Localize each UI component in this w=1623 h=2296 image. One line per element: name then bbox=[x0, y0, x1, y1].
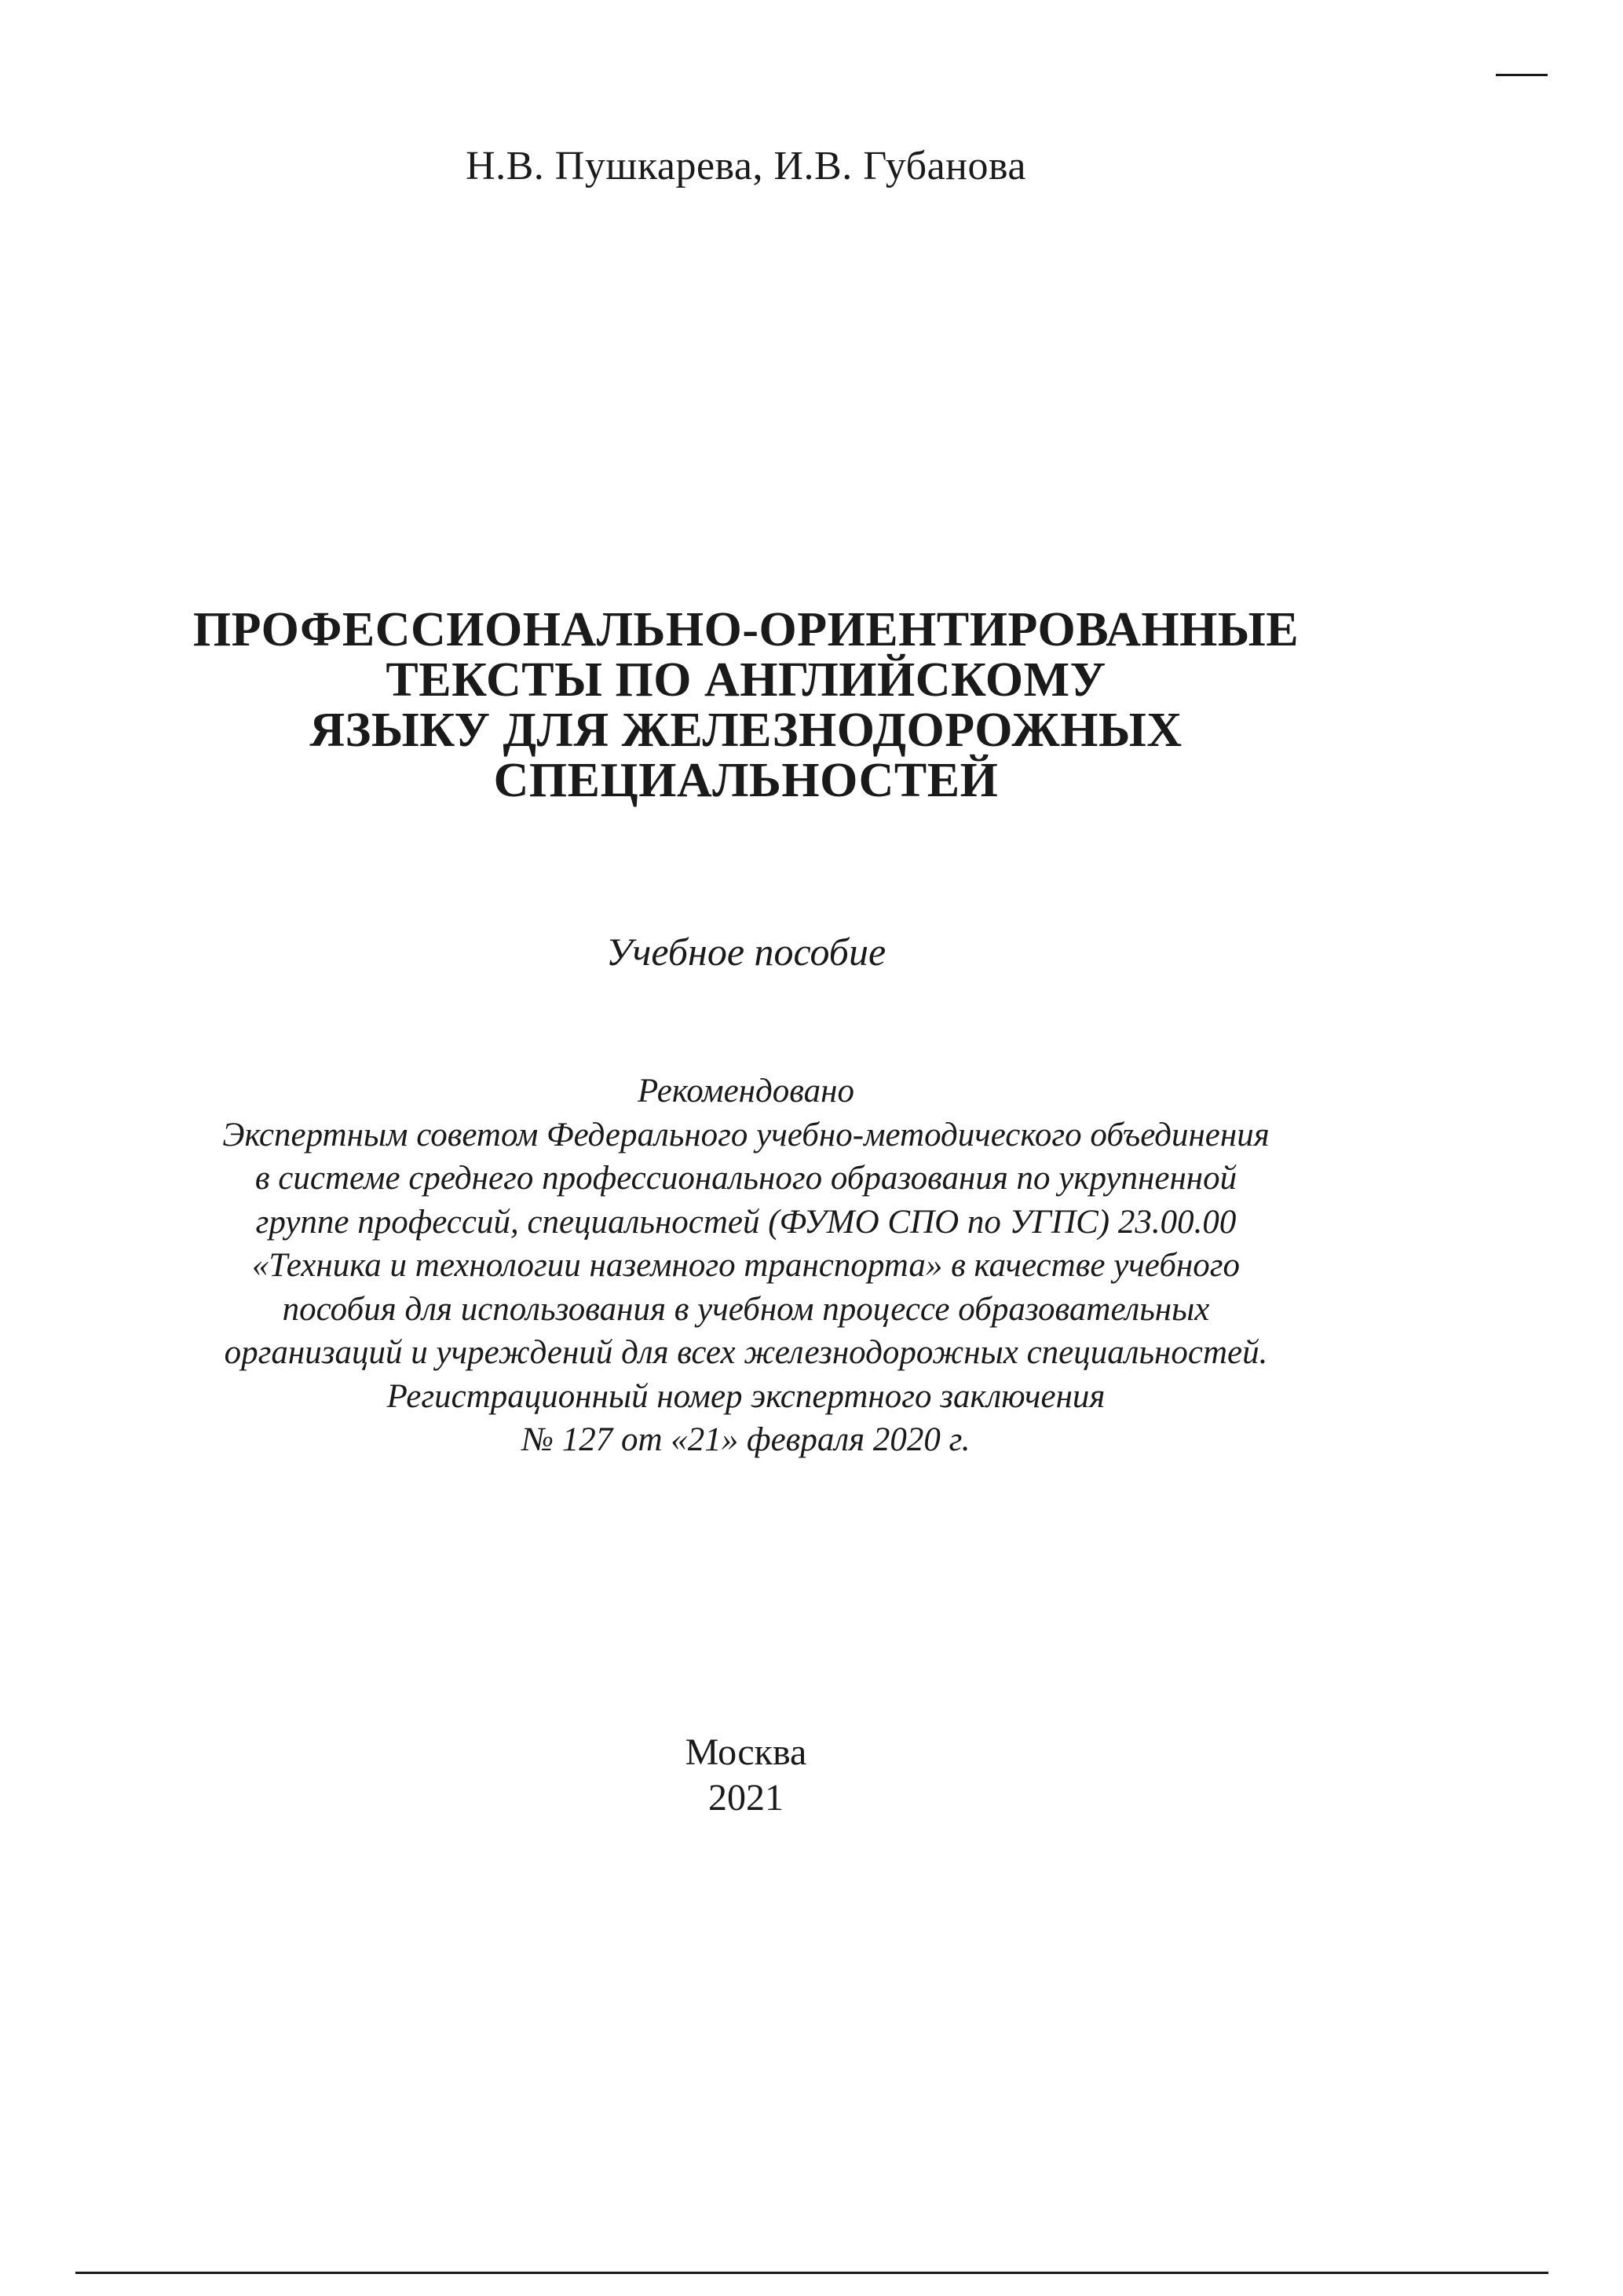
recommendation-line-5: «Техника и технологии наземного транспорта» в качестве учебного bbox=[251, 1247, 1241, 1284]
recommendation-block bbox=[0, 1069, 1492, 1462]
title-line-1: ПРОФЕССИОНАЛЬНО-ОРИЕНТИРОВАННЫЕ bbox=[192, 603, 1299, 656]
title-line-2: ТЕКСТЫ ПО АНГЛИЙСКОМУ bbox=[386, 653, 1106, 707]
title-line-4: СПЕЦИАЛЬНОСТЕЙ bbox=[493, 754, 999, 807]
imprint bbox=[0, 1730, 1492, 1821]
recommendation-line-7: организаций и учреждений для всех железнодорожных специальностей. bbox=[224, 1334, 1268, 1371]
title-line-3: ЯЗЫКУ ДЛЯ ЖЕЛЕЗНОДОРОЖНЫХ bbox=[309, 704, 1183, 757]
recommendation-line-9: № 127 от «21» февраля 2020 г. bbox=[521, 1421, 971, 1458]
recommendation-line-6: пособия для использования в учебном процессе образовательных bbox=[282, 1290, 1210, 1328]
recommendation-line-3: в системе среднего профессионального образования по укрупненной bbox=[254, 1160, 1237, 1197]
corner-mark bbox=[1496, 74, 1548, 76]
bottom-rule bbox=[75, 2272, 1548, 2274]
recommendation-line-2: Экспертным советом Федерального учебно-методического объединения bbox=[222, 1116, 1270, 1153]
subtitle: Учебное пособие bbox=[605, 930, 886, 974]
recommendation-line-4: группе профессий, специальностей (ФУМО СПО по УГПС) 23.00.00 bbox=[255, 1203, 1237, 1241]
book-title bbox=[0, 605, 1492, 806]
imprint-city: Москва bbox=[685, 1731, 807, 1773]
recommendation-line-8: Регистрационный номер экспертного заключения bbox=[386, 1377, 1106, 1415]
authors: Н.В. Пушкарева, И.В. Губанова bbox=[466, 144, 1026, 188]
imprint-year: 2021 bbox=[708, 1777, 784, 1819]
recommendation-line-1: Рекомендовано bbox=[638, 1073, 854, 1110]
